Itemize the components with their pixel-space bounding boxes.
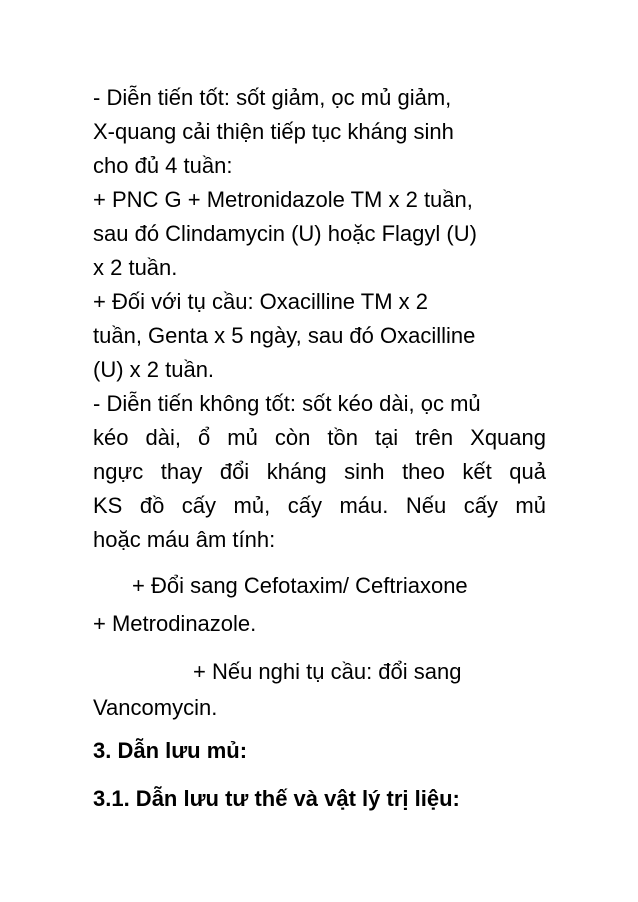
text-line-indented: + Đổi sang Cefotaxim/ Ceftriaxone — [132, 573, 468, 598]
text-line: hoặc máu âm tính: — [93, 527, 276, 552]
text-line: tuần, Genta x 5 ngày, sau đó Oxacilline — [93, 323, 476, 348]
section-heading: 3. Dẫn lưu mủ: — [93, 738, 248, 763]
text-line: X-quang cải thiện tiếp tục kháng sinh — [93, 119, 454, 144]
text-line: sau đó Clindamycin (U) hoặc Flagyl (U) — [93, 221, 477, 246]
text-line: - Diễn tiến không tốt: sốt kéo dài, ọc mủ — [93, 391, 481, 416]
text-line: - Diễn tiến tốt: sốt giảm, ọc mủ giảm, — [93, 85, 452, 110]
text-line: + Metrodinazole. — [93, 611, 257, 636]
text-line: KS đồ cấy mủ, cấy máu. Nếu cấy mủ — [93, 493, 546, 518]
text-line: Vancomycin. — [93, 695, 218, 720]
text-line: cho đủ 4 tuần: — [93, 153, 233, 178]
text-line: kéo dài, ổ mủ còn tồn tại trên Xquang — [93, 425, 546, 450]
text-line: (U) x 2 tuần. — [93, 357, 215, 382]
text-line: x 2 tuần. — [93, 255, 178, 280]
text-line-indented: + Nếu nghi tụ cầu: đổi sang — [193, 659, 462, 684]
text-line: + PNC G + Metronidazole TM x 2 tuần, — [93, 187, 473, 212]
subsection-heading: 3.1. Dẫn lưu tư thế và vật lý trị liệu: — [93, 786, 460, 811]
text-line: + Đối với tụ cầu: Oxacilline TM x 2 — [93, 289, 428, 314]
text-line: ngực thay đổi kháng sinh theo kết quả — [93, 459, 546, 484]
